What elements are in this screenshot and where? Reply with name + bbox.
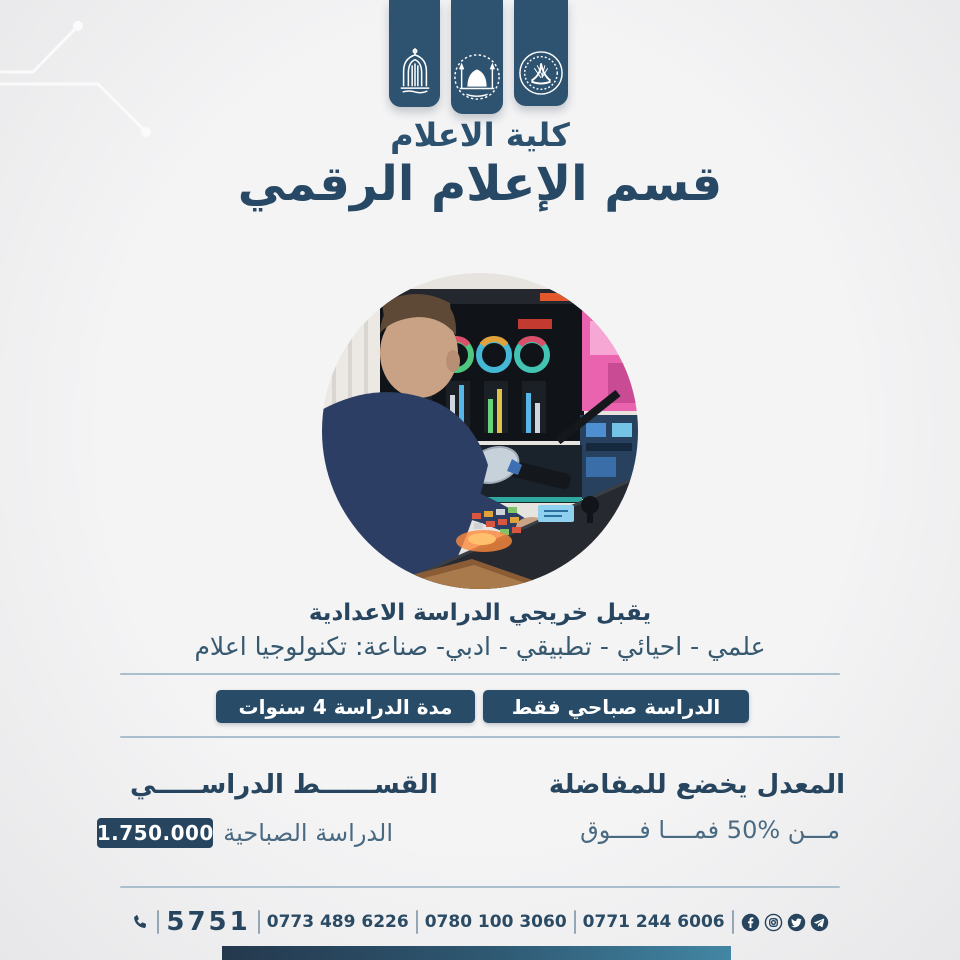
phone-number-1: 0773 489 6226	[266, 912, 409, 932]
logo-ribbons	[389, 0, 568, 114]
phone-number-3: 0771 244 6006	[582, 912, 725, 932]
department-title: قسم الإعلام الرقمي	[237, 156, 723, 212]
average-value: مـــن %50 فمــــا فــــوق	[580, 816, 840, 844]
ribbon-university	[389, 0, 440, 107]
studio-photo	[322, 273, 638, 589]
twitter-icon[interactable]	[787, 913, 806, 932]
separator	[732, 910, 734, 934]
university-emblem-icon	[396, 46, 434, 98]
phone-icon	[131, 913, 150, 932]
studio-photo-illustration	[322, 273, 638, 589]
instagram-icon[interactable]	[764, 913, 783, 932]
morning-only-pill[interactable]: الدراسة صباحي فقط	[483, 690, 749, 723]
admission-line2: علمي - احيائي - تطبيقي - ادبي- صناعة: تكنولوجيا اعلام	[194, 632, 766, 661]
tuition-title: القســــــط الدراســـــي	[130, 770, 438, 800]
ribbon-ministry	[514, 0, 568, 106]
divider-middle	[120, 736, 840, 738]
ribbon-shrine	[451, 0, 503, 114]
contact-bar	[0, 904, 960, 940]
duration-pill[interactable]: مدة الدراسة 4 سنوات	[216, 690, 475, 723]
average-title: المعدل يخضع للمفاضلة	[548, 770, 845, 800]
divider-bottom	[120, 886, 840, 888]
pills-row	[216, 690, 749, 723]
social-icons	[741, 913, 829, 932]
short-number: 5751	[166, 907, 251, 937]
telegram-icon[interactable]	[810, 913, 829, 932]
separator	[574, 910, 576, 934]
price-badge: 1.750.000	[97, 818, 213, 848]
tuition-row	[96, 818, 393, 848]
tuition-label: الدراسة الصباحية	[223, 819, 393, 847]
shrine-mosque-emblem-icon	[453, 50, 501, 104]
facebook-icon[interactable]	[741, 913, 760, 932]
divider-top	[120, 673, 840, 675]
phone-number-2: 0780 100 3060	[424, 912, 567, 932]
college-title: كلية الاعلام	[390, 116, 570, 154]
bottom-accent-bar	[222, 946, 731, 960]
admission-line1: يقبل خريجي الدراسة الاعدادية	[308, 600, 652, 626]
separator	[416, 910, 418, 934]
separator	[258, 910, 260, 934]
separator	[157, 910, 159, 934]
ministry-seal-emblem-icon	[518, 49, 564, 97]
